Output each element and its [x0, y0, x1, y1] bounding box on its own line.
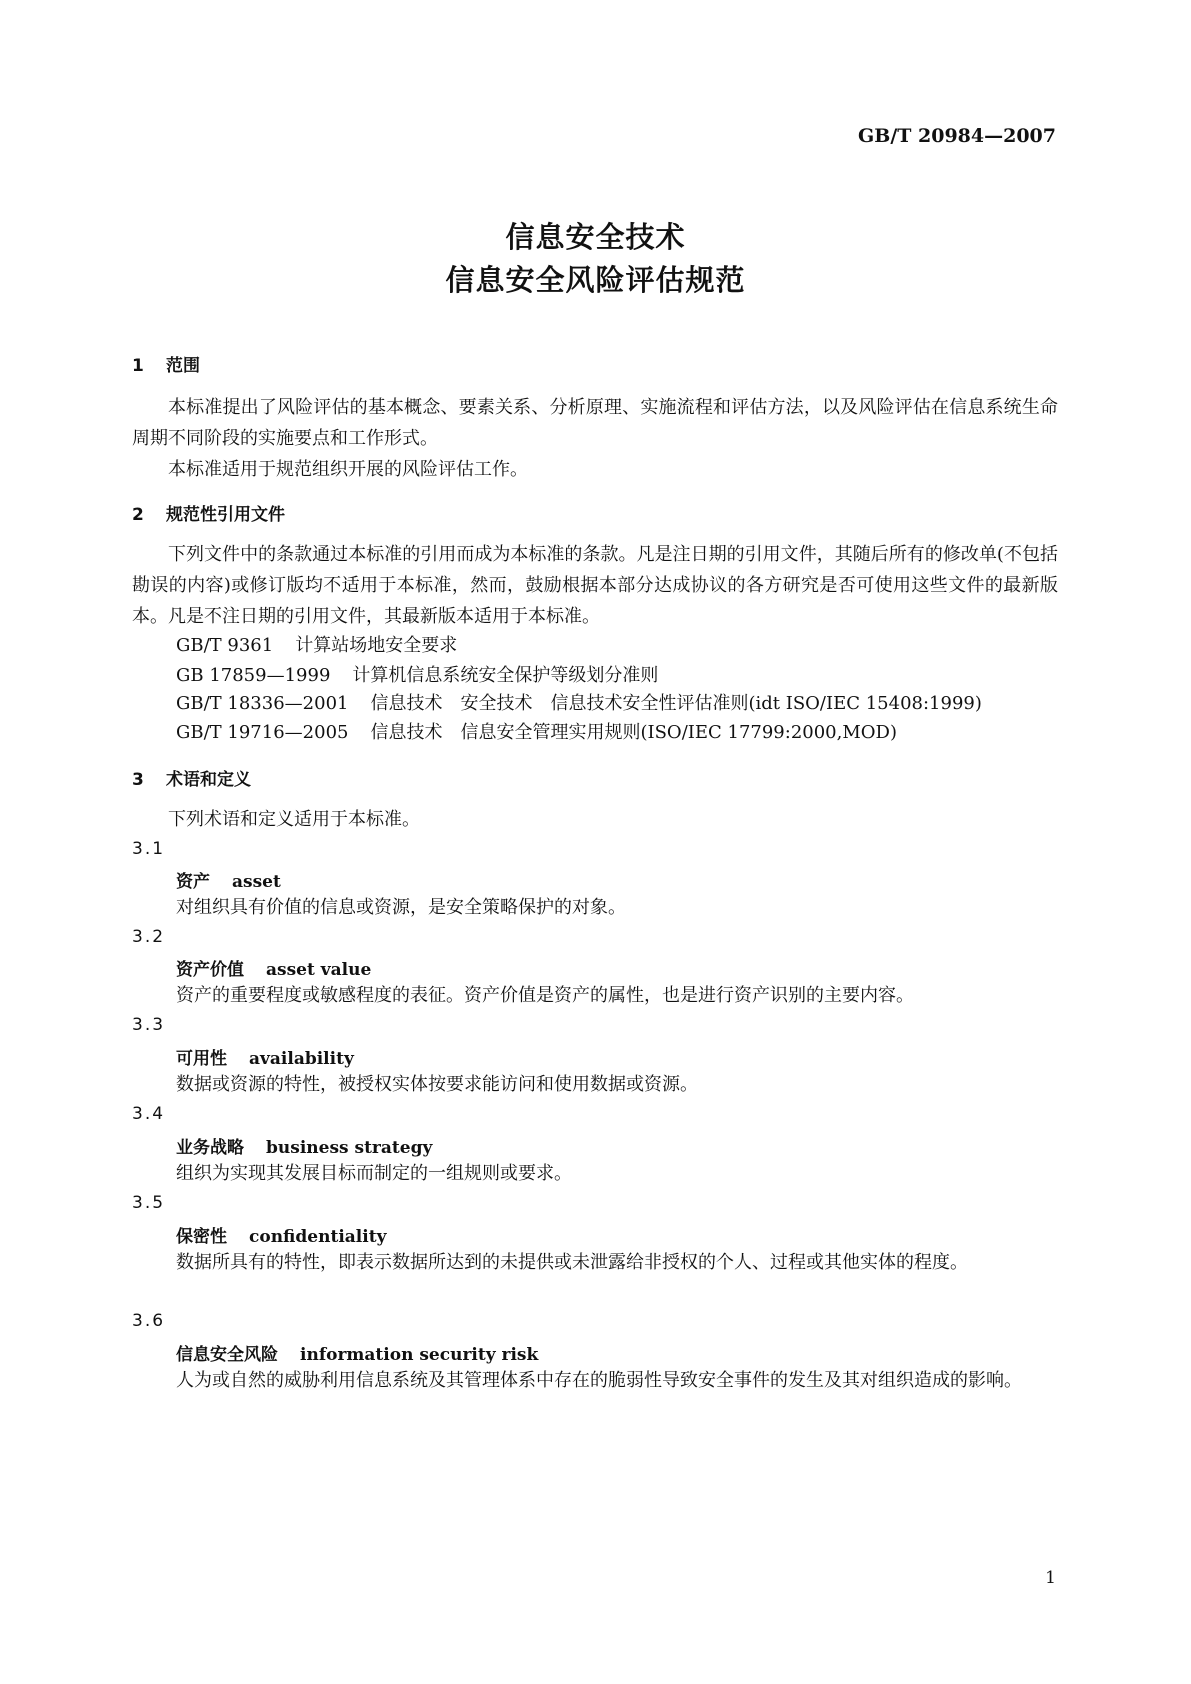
reference-title: 计算站场地安全要求 — [295, 635, 458, 656]
term-number: 3.1 — [132, 839, 166, 859]
term-definition: 数据或资源的特性，被授权实体按要求能访问和使用数据或资源。 — [176, 1074, 698, 1095]
reference-item — [176, 718, 897, 744]
term-number: 3.2 — [132, 927, 166, 947]
term-en: information security risk — [300, 1345, 539, 1365]
section-title: 术语和定义 — [166, 770, 251, 790]
term-number: 3.5 — [132, 1193, 166, 1213]
term-heading — [176, 1044, 354, 1069]
reference-item — [176, 631, 457, 657]
reference-code: GB/T 9361 — [176, 635, 274, 656]
term-zh: 可用性 — [176, 1049, 227, 1069]
term-number: 3.3 — [132, 1015, 166, 1035]
section-3-intro: 下列术语和定义适用于本标准。 — [168, 809, 420, 830]
section-2-heading — [132, 500, 285, 525]
term-en: confidentiality — [249, 1227, 387, 1247]
standard-number: GB/T 20984—2007 — [858, 125, 1056, 147]
section-title: 规范性引用文件 — [166, 505, 285, 525]
term-definition: 资产的重要程度或敏感程度的表征。资产价值是资产的属性，也是进行资产识别的主要内容。 — [176, 985, 914, 1006]
term-heading — [176, 1133, 432, 1158]
section-1-paragraph-2: 本标准适用于规范组织开展的风险评估工作。 — [168, 459, 528, 480]
title-line-2: 信息安全风险评估规范 — [445, 263, 746, 297]
section-number: 2 — [132, 505, 144, 525]
term-definition: 数据所具有的特性，即表示数据所达到的未提供或未泄露给非授权的个人、过程或其他实体的程度。 — [176, 1252, 968, 1273]
term-zh: 信息安全风险 — [176, 1345, 278, 1365]
page-number: 1 — [1045, 1568, 1056, 1588]
term-heading — [176, 867, 281, 892]
reference-item — [176, 689, 982, 715]
term-heading — [176, 1340, 538, 1365]
term-en: business strategy — [266, 1138, 433, 1158]
term-en: asset value — [266, 960, 372, 980]
reference-title: 信息技术 安全技术 信息技术安全性评估准则(idt ISO/IEC 15408:1999) — [370, 693, 982, 714]
section-number: 1 — [132, 356, 144, 376]
reference-code: GB/T 18336—2001 — [176, 693, 349, 714]
term-zh: 业务战略 — [176, 1138, 244, 1158]
term-heading — [176, 955, 371, 980]
term-en: asset — [232, 872, 281, 892]
title-line-1: 信息安全技术 — [505, 220, 686, 254]
term-heading — [176, 1222, 386, 1247]
term-en: availability — [249, 1049, 354, 1069]
section-number: 3 — [132, 770, 144, 790]
section-3-heading — [132, 765, 251, 790]
reference-item — [176, 661, 658, 687]
section-title: 范围 — [166, 356, 200, 376]
term-definition: 对组织具有价值的信息或资源，是安全策略保护的对象。 — [176, 897, 626, 918]
term-zh: 保密性 — [176, 1227, 227, 1247]
section-1-heading — [132, 351, 200, 376]
term-definition: 组织为实现其发展目标而制定的一组规则或要求。 — [176, 1163, 572, 1184]
section-2-paragraph-1: 下列文件中的条款通过本标准的引用而成为本标准的条款。凡是注日期的引用文件，其随后所有的修改单(不包括勘误的内容)或修订版均不适用于本标准，然而，鼓励根据本部分达成协议的各方研究是否可使用这些文件的最新版本。凡是不注日期的引用文件，其最新版本适用于本标准。 — [132, 544, 1058, 627]
term-zh: 资产价值 — [176, 960, 244, 980]
term-number: 3.6 — [132, 1311, 166, 1331]
reference-code: GB/T 19716—2005 — [176, 722, 349, 743]
term-zh: 资产 — [176, 872, 210, 892]
section-1-paragraph-1: 本标准提出了风险评估的基本概念、要素关系、分析原理、实施流程和评估方法，以及风险评估在信息系统生命周期不同阶段的实施要点和工作形式。 — [132, 397, 1058, 449]
reference-title: 计算机信息系统安全保护等级划分准则 — [352, 665, 659, 686]
reference-title: 信息技术 信息安全管理实用规则(ISO/IEC 17799:2000,MOD) — [370, 722, 897, 743]
reference-code: GB 17859—1999 — [176, 665, 331, 686]
term-definition: 人为或自然的威胁利用信息系统及其管理体系中存在的脆弱性导致安全事件的发生及其对组织造成的影响。 — [176, 1370, 1022, 1391]
term-number: 3.4 — [132, 1104, 166, 1124]
